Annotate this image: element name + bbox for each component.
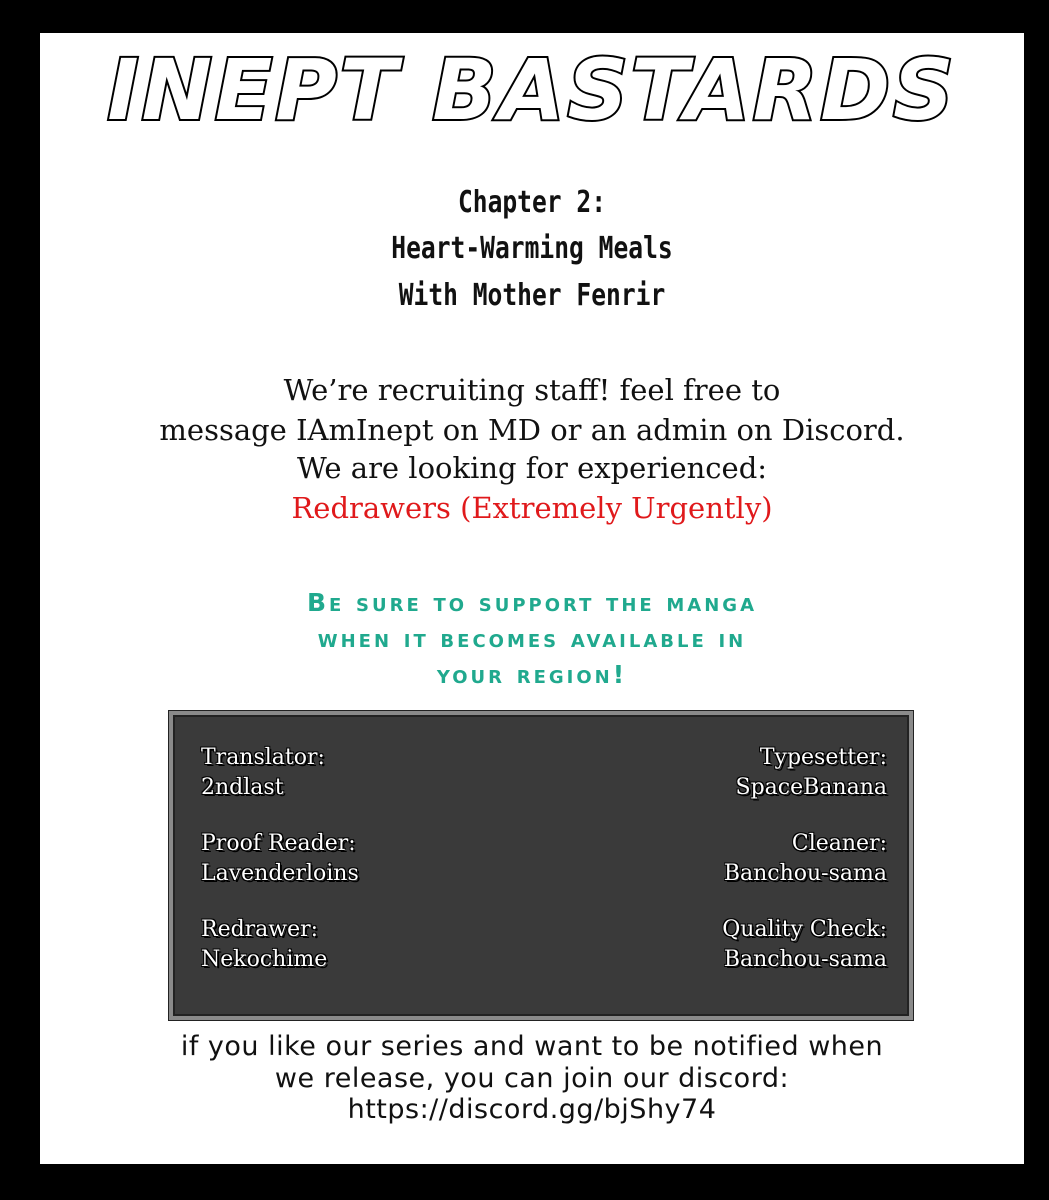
recruit-line-3: We are looking for experienced:	[296, 451, 768, 485]
typesetter-credit	[736, 743, 887, 803]
cleaner-label: Cleaner:	[791, 831, 887, 856]
proofreader-name: Lavenderloins	[201, 861, 359, 886]
series-title: INEPT BASTARDS	[107, 41, 957, 139]
footer-line-1: if you like our series and want to be notified when	[180, 1031, 884, 1062]
chapter-title-line-2: With Mother Fenrir	[398, 278, 666, 313]
redrawer-credit	[201, 915, 327, 975]
recruit-line-1: We’re recruiting staff! feel free to	[283, 373, 781, 407]
recruit-urgent-line: Redrawers (Extremely Urgently)	[291, 491, 773, 525]
support-line-2: when it becomes available in	[317, 624, 747, 653]
credits-box	[169, 711, 913, 1020]
chapter-number: Chapter 2:	[457, 185, 607, 220]
quality-check-credit	[722, 915, 887, 975]
recruit-line-2: message IAmInept on MD or an admin on Discord.	[159, 413, 905, 447]
cleaner-credit	[724, 829, 887, 889]
redrawer-name: Nekochime	[201, 947, 328, 972]
cleaner-name: Banchou-sama	[723, 861, 887, 886]
support-line-1: Be sure to support the manga	[306, 588, 758, 617]
footer-line-2: we release, you can join our discord:	[274, 1063, 790, 1094]
quality-check-label: Quality Check:	[722, 917, 887, 942]
redrawer-label: Redrawer:	[201, 917, 319, 942]
support-line-3: your region!	[436, 660, 628, 689]
typesetter-name: SpaceBanana	[735, 775, 887, 800]
typesetter-label: Typesetter:	[759, 745, 887, 770]
translator-credit	[201, 743, 325, 803]
proofreader-credit	[201, 829, 359, 889]
quality-check-name: Banchou-sama	[723, 947, 887, 972]
translator-label: Translator:	[201, 745, 325, 770]
credits-page	[40, 33, 1024, 1164]
chapter-title-line-1: Heart-Warming Meals	[391, 231, 673, 266]
proofreader-label: Proof Reader:	[201, 831, 356, 856]
discord-link[interactable]: https://discord.gg/bjShy74	[347, 1094, 717, 1125]
translator-name: 2ndlast	[201, 775, 284, 800]
